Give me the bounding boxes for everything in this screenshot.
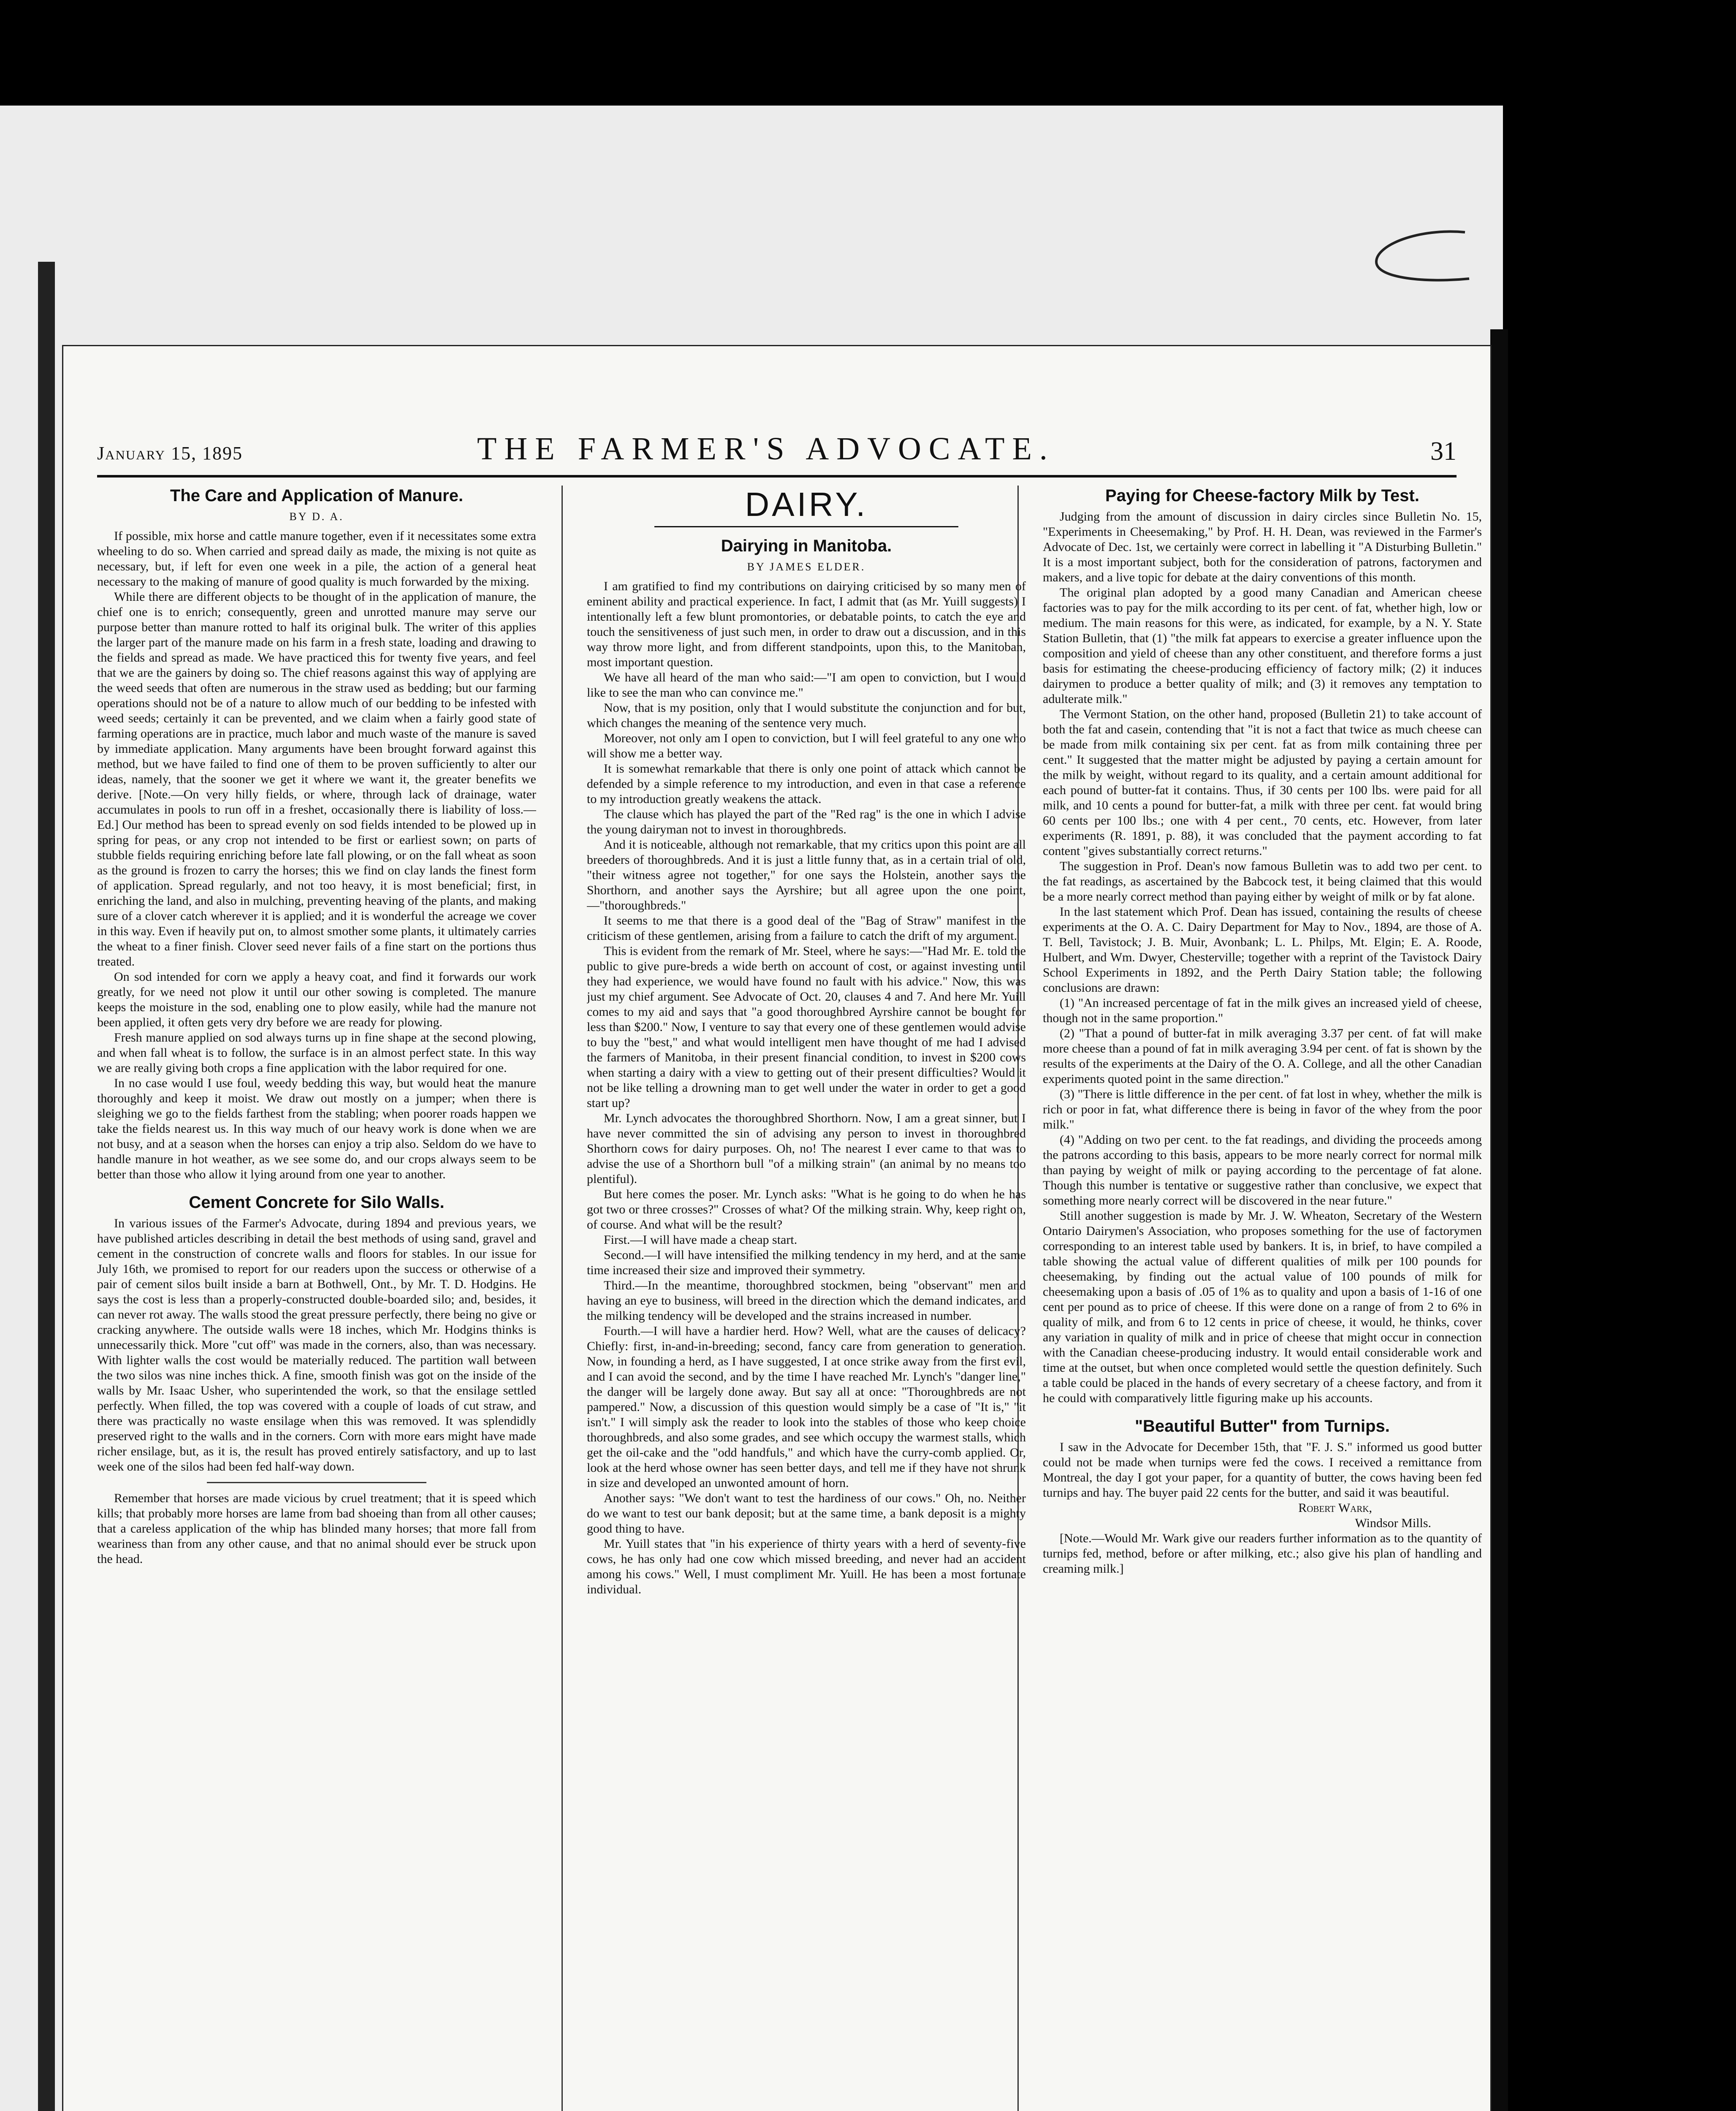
paragraph: The suggestion in Prof. Dean's now famous Bulletin was to add two per cent. to the fat readings, as ascertained by the Babcock test, it being claimed that this would be a more nearly correct method than paying either by weight of milk or by fat alone.: [1043, 859, 1482, 904]
paragraph: But here comes the poser. Mr. Lynch asks: "What is he going to do when he has got two or three crosses?" Crosses of what? Of the milking strain. Why, keep right on, of course. And what will be the result?: [587, 1187, 1026, 1232]
paragraph: Still another suggestion is made by Mr. J. W. Wheaton, Secretary of the Western Ontario Dairymen's Association, who proposes something for the use of factorymen corresponding to an interest table used by bankers. It is, in brief, to have compiled a table showing the actual value of different qualities of milk per 100 pounds for cheesemaking, by finding out the actual value of 100 pounds of milk for cheesemaking upon a basis of .05 of 1% as to quality and upon a basis of 1-16 of one cent per pound as to price of cheese. If this were done on a range of from 2 to 6% in quality of milk, and from 6 to 12 cents in price of cheese, it would, he thinks, cover any variation in quality of milk and in price of cheese that might occur in connection with the Canadian cheese-producing industry. It would entail considerable work and time at the outset, but when once completed would settle the question definitely. Such a table could be placed in the hands of every secretary of a cheese factory, and from it he could with comparatively little figuring make up his accounts.: [1043, 1209, 1482, 1405]
paragraph: (4) "Adding on two per cent. to the fat readings, and dividing the proceeds among the patrons according to this basis, appears to be more nearly correct for normal milk than paying by weight of milk or paying according to the percentage of fat alone. Though this number is tentative or suggestive rather than conclusive, we expect that something more nearly correct will be discovered in the near future.": [1043, 1133, 1482, 1207]
paragraph: Mr. Lynch advocates the thoroughbred Shorthorn. Now, I am a great sinner, but I have never committed the sin of advising any person to invest in thoroughbred Shorthorn cows for dairy purposes. Oh, no! The nearest I ever came to that was to advise the use of a Shorthorn bull "of a milking strain" (an animal by no means too plentiful).: [587, 1111, 1026, 1186]
paragraph: (2) "That a pound of butter-fat in milk averaging 3.37 per cent. of fat will make more cheese than a pound of fat in milk averaging 3.94 per cent. of fat is shown by the results of the experiments at the Dairy of the O. A. College, and all the other Canadian experiments quoted point in the same direction.": [1043, 1026, 1482, 1086]
header-rule: [97, 475, 1457, 478]
letter-place: Windsor Mills.: [1355, 1516, 1431, 1530]
article-title: Paying for Cheese-factory Milk by Test.: [1105, 486, 1419, 505]
paragraph: This is evident from the remark of Mr. Steel, where he says:—"Had Mr. E. told the public to give pure-breds a wide berth on account of cost, or against investing until they had experience, we would have found no fault with his advice." Now, this was just my chief argument. See Advocate of Oct. 20, clauses 4 and 7. And here Mr. Yuill comes to my aid and says that "a good thoroughbred Ayrshire cannot be bought for less than $200." Now, I venture to say that every one of these gentlemen would advise to buy the "best," and what would intelligent men have thought of me had I advised the farmers of Manitoba, in their present financial condition, to invest in $200 cows when starting a dairy with a view to getting out of their present difficulties? Would it not be like telling a drowning man to get well under the water in order to get a good start up?: [587, 944, 1026, 1110]
section-heading: DAIRY.: [745, 486, 868, 523]
binding-edge-mark: [13, 262, 72, 2111]
paragraph: Fresh manure applied on sod always turns up in fine shape at the second plowing, and when fall wheat is to follow, the surface is in an almost perfect state. In this way we are really giving both crops a fine application with the labor required for one.: [97, 1031, 536, 1075]
newspaper-page: [63, 346, 1490, 2111]
paragraph: And it is noticeable, although not remarkable, that my critics upon this point are all breeders of thoroughbreds. And it is just a little funny that, as in a certain trial of old, "their witness agree not together," for one says the Holstein, another says the Shorthorn, and another says the Ayrshire; but all agree upon the one point,—"thoroughbreds.": [587, 838, 1026, 912]
column-1: [97, 486, 536, 2111]
paragraph: On sod intended for corn we apply a heavy coat, and find it forwards our work greatly, for we need not plow it until our other sowing is completed. The manure keeps the moisture in the sod, enabling one to plow easily, while had the manure not been applied, it often gets very dry before we are ready for plowing.: [97, 970, 536, 1029]
article-byline: BY JAMES ELDER.: [747, 561, 866, 573]
pencil-corner-mark: [1368, 228, 1473, 291]
paragraph: Second.—I will have intensified the milking tendency in my herd, and at the same time increased their size and improved their symmetry.: [587, 1248, 1026, 1277]
page-edge-shadow: [1490, 329, 1508, 2111]
paragraph: It seems to me that there is a good deal of the "Bag of Straw" manifest in the criticism of these gentlemen, arising from a failure to catch the drift of my argument.: [587, 914, 1026, 943]
paragraph: First.—I will have made a cheap start.: [604, 1233, 797, 1247]
masthead-title: THE FARMER'S ADVOCATE.: [477, 431, 1055, 467]
paragraph: (1) "An increased percentage of fat in the milk gives an increased yield of cheese, though not in the same proportion.": [1043, 996, 1482, 1025]
editor-note: [Note.—Would Mr. Wark give our readers further information as to the quantity of turnips fed, method, before or after milking, etc.; also give his plan of handling and creaming milk.]: [1043, 1531, 1482, 1576]
article-title: The Care and Application of Manure.: [170, 486, 464, 505]
paragraph: Remember that horses are made vicious by cruel treatment; that it is speed which kills; that probably more horses are lame from bad shoeing than from all other causes; that a careless application of the whip has blinded many horses; that more fall from weariness than from any other cause, and that no animal should ever be struck upon the head.: [97, 1491, 536, 1566]
paragraph: Judging from the amount of discussion in dairy circles since Bulletin No. 15, "Experiments in Cheesemaking," by Prof. H. H. Dean, was reviewed in the Farmer's Advocate of Dec. 1st, we certainly were correct in labelling it "A Disturbing Bulletin." It is a most important subject, both for the consideration of patrons, factorymen and makers, and a live topic for debate at the dairy conventions of this month.: [1043, 510, 1482, 584]
article-byline: BY D. A.: [289, 510, 344, 523]
paragraph: (3) "There is little difference in the per cent. of fat lost in whey, whether the milk is rich or poor in fat, what difference there is being in favor of the whey from the poor milk.": [1043, 1087, 1482, 1131]
paragraph: In various issues of the Farmer's Advocate, during 1894 and previous years, we have published articles describing in detail the best methods of using sand, gravel and cement in the construction of concrete walls and floors for stables. In our issue for July 16th, we promised to report for our readers upon the success or otherwise of a pair of cement silos built inside a barn at Bothwell, Ont., by Mr. T. D. Hodgins. He says the cost is less than a properly-constructed double-boarded silo; and, besides, it can never rot away. The walls stood the great pressure perfectly, there being no give or cracking anywhere. The outside walls were 18 inches, which Mr. Hodgins thinks is unnecessarily thick. More "cut off" was made in the corners, also, than was necessary. With lighter walls the cost would be materially reduced. The partition wall between the two silos was nine inches thick. A fine, smooth finish was got on the inside of the walls by Mr. Isaac Usher, who superintended the work, so that the ensilage settled perfectly. When filled, the top was covered with a couple of loads of cut straw, and there was practically no waste ensilage when this was removed. It was splendidly preserved right to the walls and in the corners. Corn with more ears might have made richer ensilage, but, as it is, the result has proved entirely satisfactory, and up to last week one of the silos had been fed half-way down.: [97, 1216, 536, 1473]
letter-signature: Robert Wark,: [1298, 1501, 1372, 1515]
paragraph: In the last statement which Prof. Dean has issued, containing the results of cheese experiments at the O. A. C. Dairy Department for May to Nov., 1894, are those of A. T. Bell, Tavistock; J. B. Muir, Avonbank; L. L. Philps, Mt. Elgin; E. A. Roode, Hulbert, and Wm. Dwyer, Chesterville; together with a reprint of the Tavistock Dairy School Experiments in 1892, and the Perth Dairy Station table; the following conclusions are drawn:: [1043, 905, 1482, 995]
page-number: 31: [1430, 437, 1457, 466]
paragraph: The Vermont Station, on the other hand, proposed (Bulletin 21) to take account of both the fat and casein, contending that "it is not a fact that twice as much cheese can be made from milk containing six per cent. fat as from milk containing three per cent." It suggested that the matter might be adjusted by paying a certain amount for the milk by weight, without regard to its quality, and a certain amount additional for each pound of butter-fat it contains. Thus, if 30 cents per 100 lbs. were paid for all milk, and 10 cents a pound for butter-fat, a milk with three per cent. fat would bring 60 cents per 100 lbs.; one with 4 per cent., 70 cents, etc. However, from later experiments (R. 1891, p. 88), it was concluded that the payment according to fat content "gives substantially correct returns.": [1043, 707, 1482, 858]
paragraph: While there are different objects to be thought of in the application of manure, the chief one is to enrich; consequently, green and unrotted manure may serve our purpose better than manure rotted to half its original bulk. The writer of this applies the larger part of the manure made on his farm in a fresh state, loading and drawing to the fields and spread as made. We have practiced this for twenty five years, and feel that we are the gainers by doing so. The chief reasons against this way of applying are the weed seeds that often are numerous in the straw used as bedding; but our farming operations should not be of a nature to allow much of our bedding to be infested with weed seeds; certainly it can be prevented, and we claim when a fairly good state of farming operations are in practice, much labor and much waste of the manure is saved by immediate application. Many arguments have been brought forward against this method, but we have failed to find one of them to be proven sufficiently to alter our ideas, namely, that the sooner we get it where we want it, the greater benefits we derive. [Note.—On very hilly fields, or where, through lack of drainage, water accumulates in pools to run off in a freshet, occasionally there is liability of loss.—Ed.] Our method has been to spread evenly on sod fields intended to be plowed up in spring for peas, or any crop not intended to be first or earliest sown; on parts of stubble fields requiring enriching before late fall plowing, or on the fall wheat as soon as the ground is frozen to carry the horses; this we find on clay lands the finest form of application. Spread regularly, and not too heavy, it is most beneficial; first, in enriching the land, and also in mulching, preventing heaving of the plants, and making sure of a clover catch wherever it is applied; and it is wonderful the acreage we cover in this way. Even if heavily put on, to almost smother some plants, it ultimately carries the wheat to a finer finish. Clover seed never fails of a fine start on the portions thus treated.: [97, 590, 536, 969]
paragraph: Fourth.—I will have a hardier herd. How? Well, what are the causes of delicacy? Chiefly: first, in-and-in-breeding; second, fancy care from generation to generation. Now, in founding a herd, as I have suggested, I at once strike away from the first evil, and I can avoid the second, and by the time I have reached Mr. Lynch's "danger line," the danger will be largely done away. But say all at once: "Thoroughbreds are not pampered." Now, a discussion of this question would simply be a case of "It is," "it isn't." I will simply ask the reader to look into the stables of those who keep choice thoroughbreds, and also some grades, and see which occupy the warmest stalls, which get the oil-cake and the "odd handfuls," and which have the curry-comb applied. Or, look at the herd whose owner has seen better days, and tell me if they have not shrunk in size and developed an unwonted amount of horn.: [587, 1324, 1026, 1490]
page-header: [97, 431, 1457, 469]
issue-date: January 15, 1895: [97, 443, 243, 464]
paragraph: Another says: "We don't want to test the hardiness of our cows." Oh, no. Neither do we want to test our bank deposit; but at the same time, a bank deposit is a mighty good thing to have.: [587, 1491, 1026, 1536]
paragraph: I am gratified to find my contributions on dairying criticised by so many men of eminent ability and practical experience. In fact, I admit that (as Mr. Yuill suggests) I intentionally left a few blunt promontories, or debatable points, to catch the eye and touch the sensitiveness of just such men, in order to draw out a discussion, and in this way throw more light, and from different standpoints, upon this, to the Manitoban, most important question.: [587, 579, 1026, 669]
paragraph: The clause which has played the part of the "Red rag" is the one in which I advise the young dairyman not to invest in thoroughbreds.: [587, 807, 1026, 836]
paragraph: Third.—In the meantime, thoroughbred stockmen, being "observant" men and having an eye to business, will breed in the direction which the demand indicates, and the milking tendency will be developed and the strains increased in number.: [587, 1278, 1026, 1323]
paragraph: In no case would I use foul, weedy bedding this way, but would heat the manure thoroughly and keep it moist. We draw out mostly on a jumper; when there is sleighing we go to the fields farthest from the stabling; when poorer roads happen we take the fields nearest us. In this way much of our heavy work is done when we are not busy, and at a season when the horses can enjoy a trip also. Seldom do we have to handle manure in hot weather, as we see some do, and our crops always seem to be better than those who allow it lying around from one year to another.: [97, 1076, 536, 1181]
column-3: [1043, 486, 1482, 2111]
paragraph: If possible, mix horse and cattle manure together, even if it necessitates some extra wheeling to do so. When carried and spread daily as made, the mixing is not quite as necessary, but, if left for even one week in a pile, the action of a general heat necessary to the making of manure of good quality is much forwarded by the mixing.: [97, 529, 536, 589]
article-divider: [207, 1482, 426, 1483]
column-2: [587, 486, 1026, 2111]
paragraph: The original plan adopted by a good many Canadian and American cheese factories was to pay for the milk according to its per cent. of fat, whether high, low or medium. The main reasons for this were, as indicated, for example, by a N. Y. State Station Bulletin, that (1) "the milk fat appears to exercise a greater influence upon the composition and yield of cheese than any other constituent, and therefore forms a just basis for estimating the cheese-producing efficiency of factory milk; (2) it induces dairymen to produce a better quality of milk; and (3) it removes any temptation to adulterate milk.": [1043, 586, 1482, 706]
article-title: Dairying in Manitoba.: [721, 537, 892, 555]
column-rule: [561, 486, 563, 2111]
paragraph: We have all heard of the man who said:—"I am open to conviction, but I would like to see the man who can convince me.": [587, 670, 1026, 700]
paragraph: Mr. Yuill states that "in his experience of thirty years with a herd of seventy-five cows, he has only had one cow which missed breeding, and never had an accident among his cows." Well, I must compliment Mr. Yuill. He has been a most fortunate individual.: [587, 1537, 1026, 1596]
paragraph: I saw in the Advocate for December 15th, that "F. J. S." informed us good butter could not be made when turnips were fed the cows. I received a remittance from Montreal, the day I got your paper, for a quantity of butter, the cows having been fed turnips and hay. The buyer paid 22 cents for the butter, and said it was beautiful.: [1043, 1440, 1482, 1500]
paragraph: Moreover, not only am I open to conviction, but I will feel grateful to any one who will show me a better way.: [587, 731, 1026, 760]
section-rule: [654, 526, 958, 527]
article-title: Cement Concrete for Silo Walls.: [189, 1193, 445, 1212]
paragraph: Now, that is my position, only that I would substitute the conjunction and for but, which changes the meaning of the sentence very much.: [587, 701, 1026, 730]
paragraph: It is somewhat remarkable that there is only one point of attack which cannot be defended by a simple reference to my introduction, and even in that case a reference to my introduction greatly weakens the attack.: [587, 762, 1026, 806]
article-title: "Beautiful Butter" from Turnips.: [1135, 1417, 1390, 1435]
